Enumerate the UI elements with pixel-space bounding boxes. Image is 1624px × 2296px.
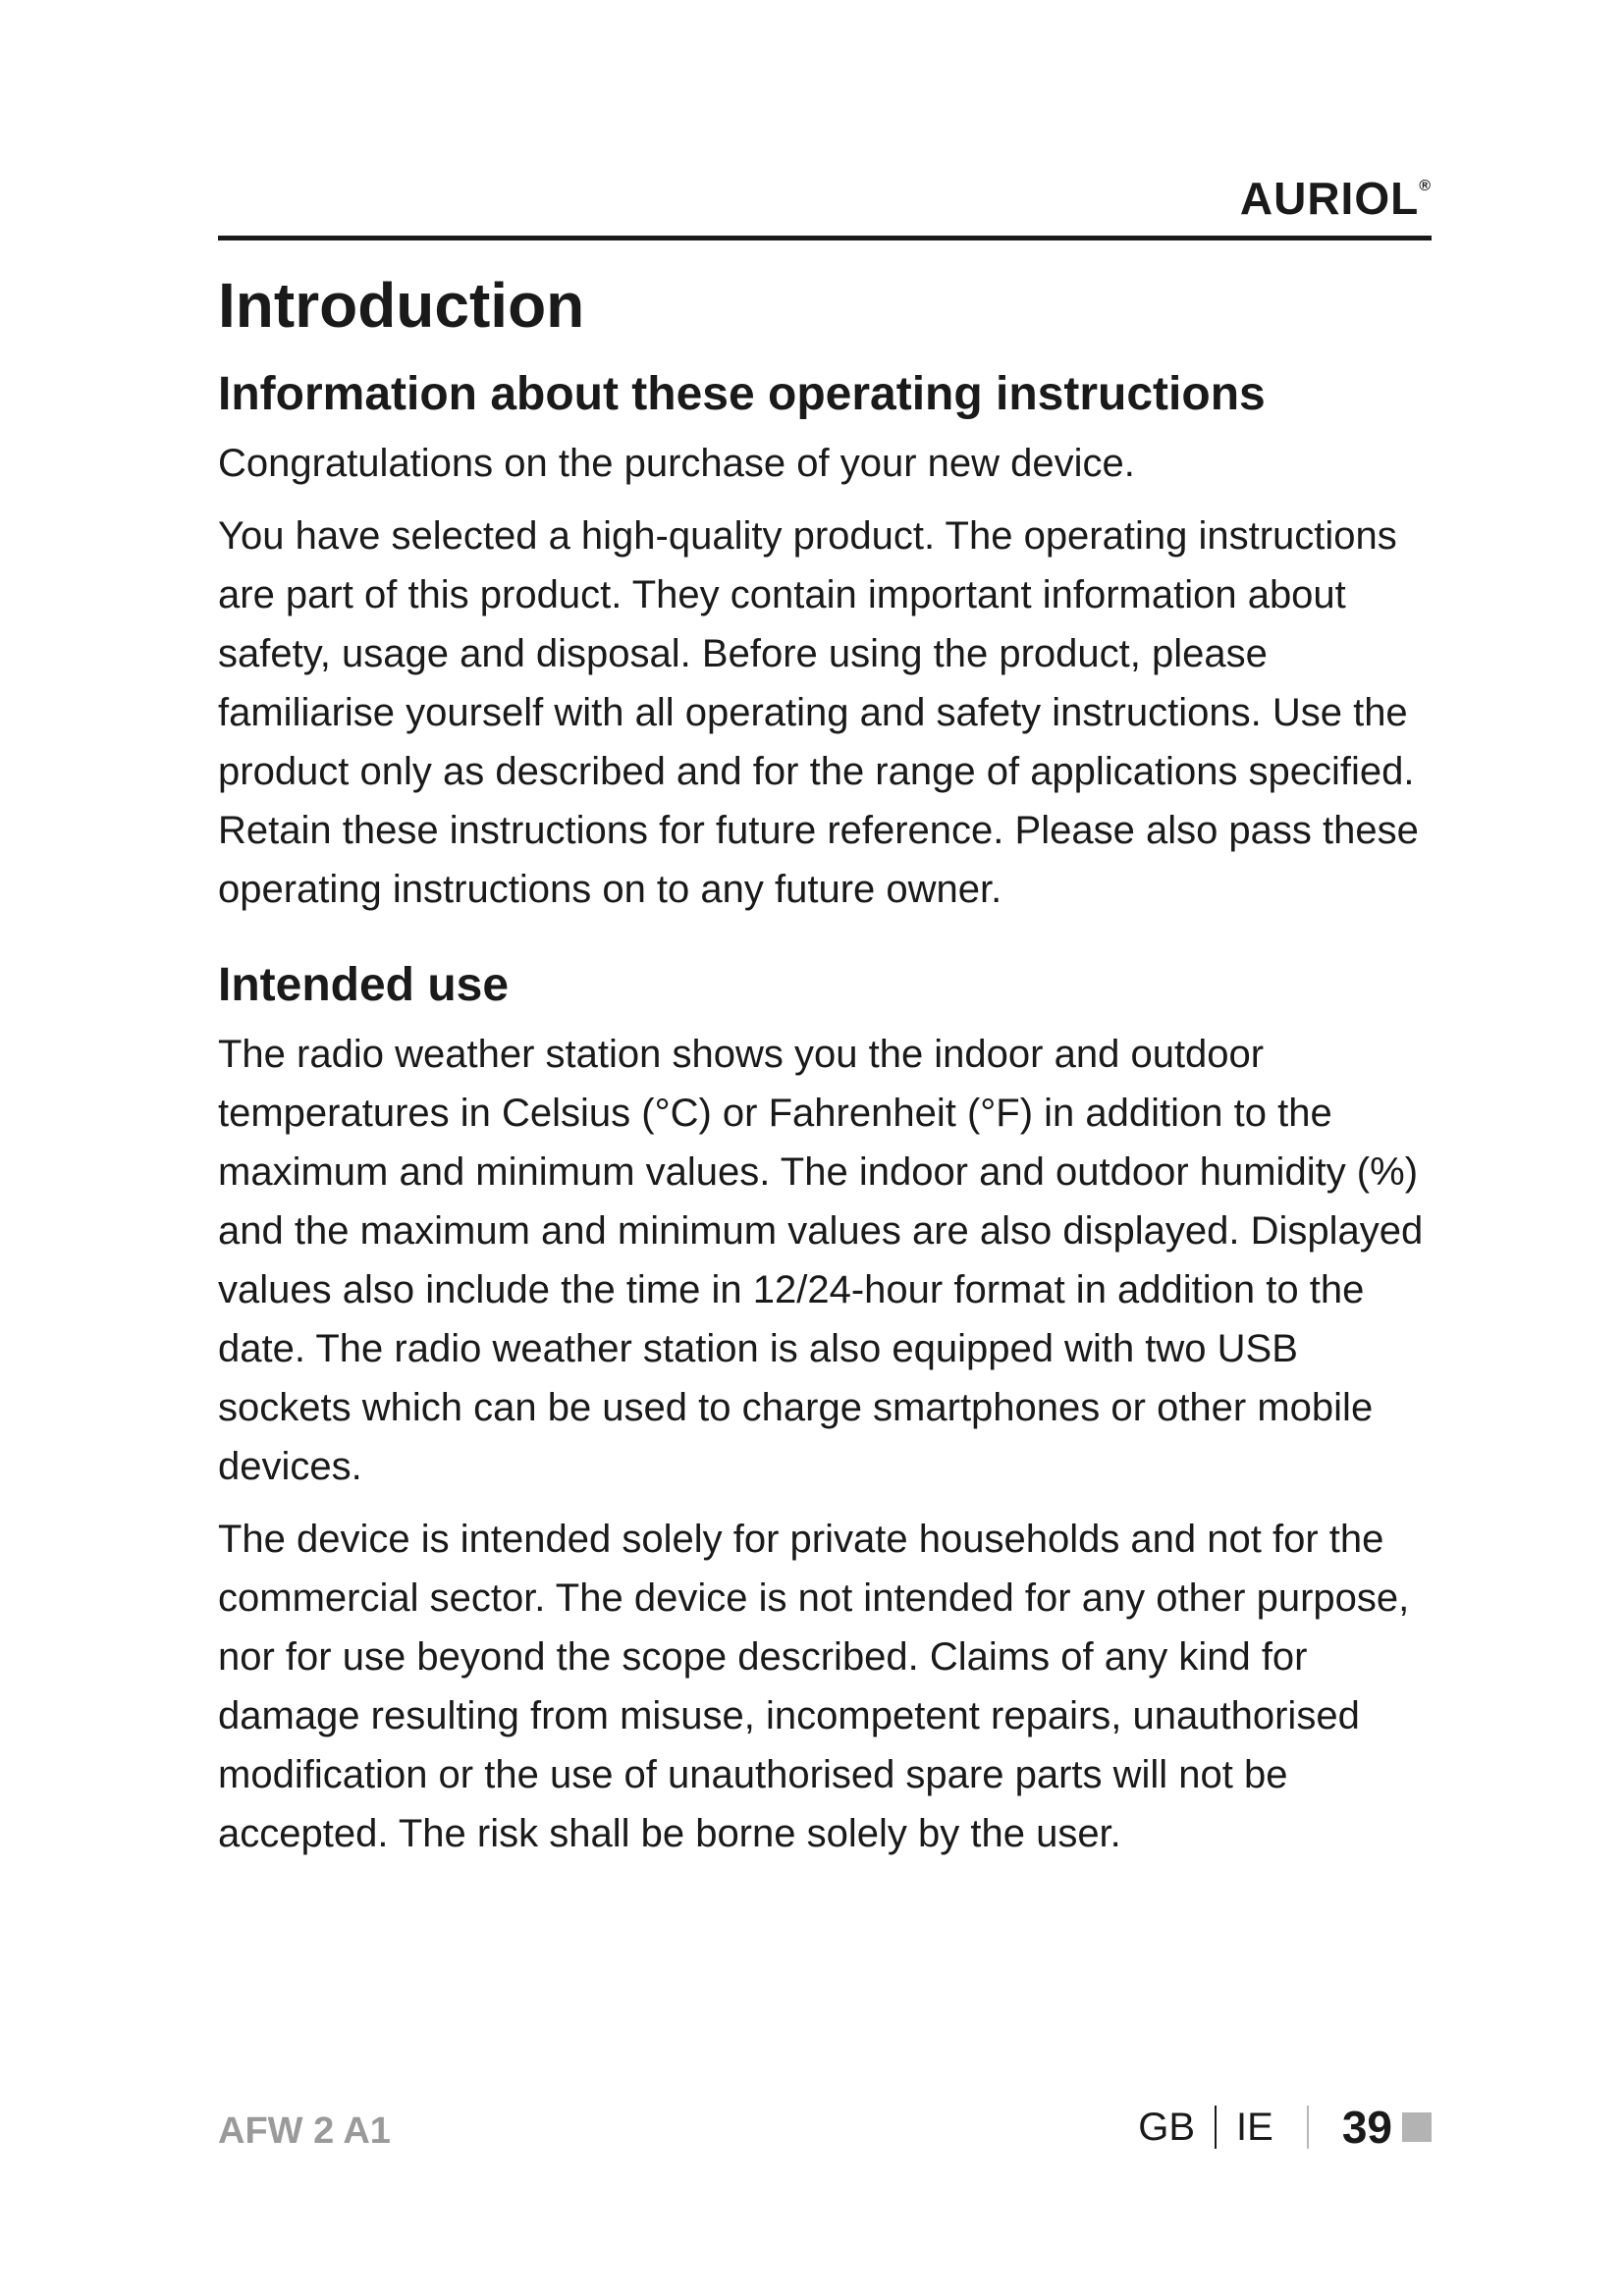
paragraph-usage-limits: The device is intended solely for private households and not for the commercial sector. The device is not intended for any other purpose, nor for use beyond the scope described. Claims of any kind for damage resulting from misuse, incompetent repairs, unauthorised modification or the use of unauthorised spare parts will not be accepted. The risk shall be borne solely by the user.	[218, 1518, 1410, 1855]
language-gb: GB	[1138, 2105, 1196, 2149]
page-content	[218, 263, 1435, 1863]
page-number: 39	[1341, 2102, 1392, 2153]
model-number: AFW 2 A1	[218, 2110, 391, 2152]
page-footer	[1138, 2101, 1432, 2154]
page-title: Introduction	[218, 270, 585, 341]
section-heading-intended-use: Intended use	[218, 959, 510, 1011]
section-heading-info: Information about these operating instructions	[218, 368, 1266, 420]
header-rule	[218, 236, 1432, 240]
divider	[1307, 2106, 1309, 2149]
paragraph-product-info: You have selected a high-quality product. The operating instructions are part of this product. They contain important information about safety, usage and disposal. Before using the product, please familiarise yourself with all operating and safety instructions. Use the product only as described and for the range of applications specified. Retain these instructions for future reference. Please also pass these operating instructions on to any future owner.	[218, 514, 1419, 911]
page-marker-icon	[1402, 2112, 1432, 2142]
paragraph-intended-use: The radio weather station shows you the indoor and outdoor temperatures in Celsius (°C) or Fahrenheit (°F) in addition to the maximum and minimum values. The indoor and outdoor humidity (%) and the maximum and minimum values are also displayed. Displayed values also include the time in 12/24-hour format in addition to the date. The radio weather station is also equipped with two USB sockets which can be used to charge smartphones or other mobile devices.	[218, 1033, 1424, 1488]
brand-logo	[1240, 172, 1432, 225]
brand-name: AURIOL	[1239, 173, 1420, 224]
divider	[1215, 2106, 1217, 2149]
language-ie: IE	[1236, 2105, 1273, 2149]
paragraph-congratulations: Congratulations on the purchase of your new device.	[218, 442, 1135, 485]
registered-mark: ®	[1419, 178, 1432, 194]
